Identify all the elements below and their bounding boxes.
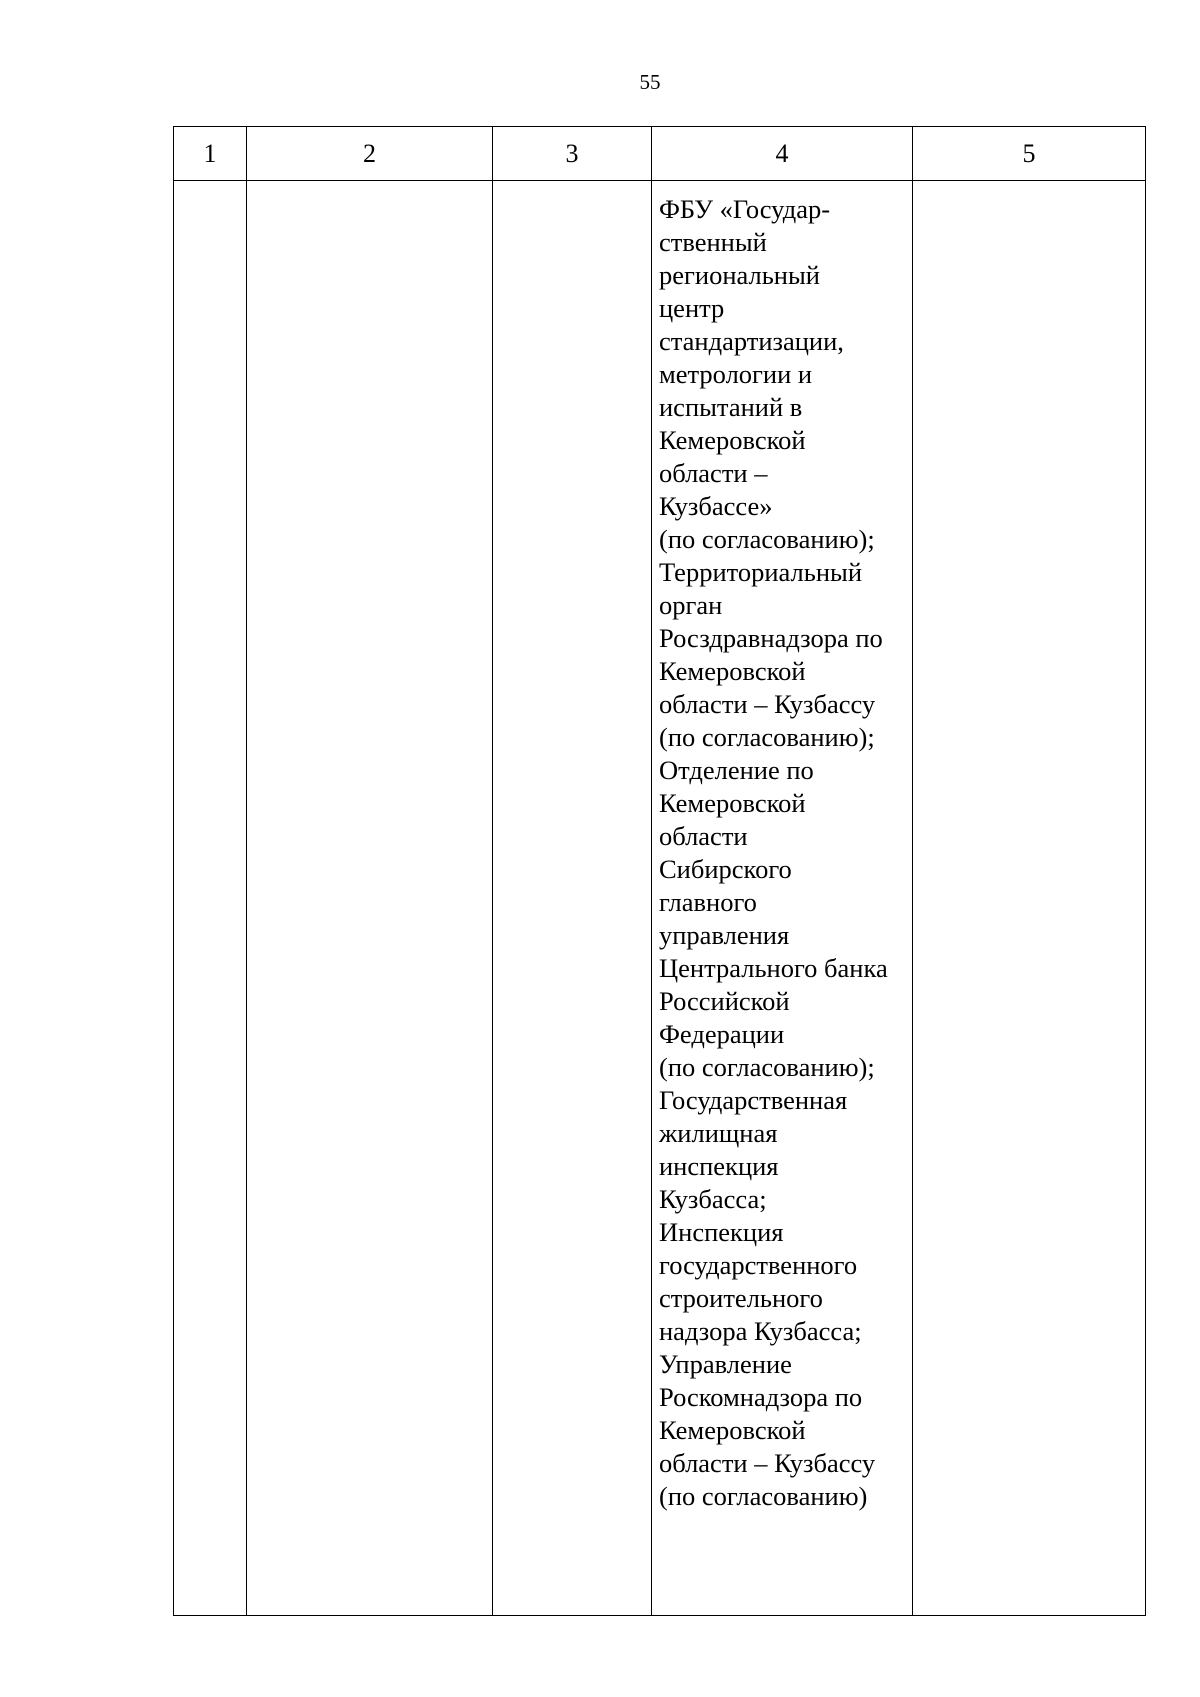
responsible-organizations-text	[652, 181, 912, 1513]
text-line: инспекция	[659, 1151, 779, 1181]
text-line: области – Кузбассу	[659, 1448, 876, 1478]
text-line: Кузбасса;	[659, 1184, 767, 1214]
text-line: Отделение по	[659, 755, 814, 785]
cell-col-4	[652, 181, 913, 1616]
text-line: строительного	[659, 1283, 823, 1313]
text-line: (по согласованию);	[659, 1052, 875, 1082]
header-cell-2: 2	[247, 127, 493, 181]
text-line: региональный	[659, 260, 820, 290]
cell-col-5	[913, 181, 1146, 1616]
text-line: Кемеровской	[659, 1415, 806, 1445]
text-line: ственный	[659, 227, 767, 257]
header-cell-4: 4	[652, 127, 913, 181]
text-line: Инспекция	[659, 1217, 784, 1247]
text-line: Кемеровской	[659, 425, 806, 455]
text-line: ФБУ «Государ-	[659, 194, 831, 224]
text-line: Сибирского	[659, 854, 792, 884]
text-line: жилищная	[659, 1118, 778, 1148]
text-line: орган	[659, 590, 723, 620]
text-line: государственного	[659, 1250, 858, 1280]
text-line: Территориальный	[659, 557, 863, 587]
header-row	[174, 127, 1146, 181]
text-line: испытаний в	[659, 392, 803, 422]
table-row	[174, 181, 1146, 1616]
text-line: Роскомнадзора по	[659, 1382, 863, 1412]
text-line: области	[659, 821, 748, 851]
text-line: метрологии и	[659, 359, 813, 389]
text-line: Федерации	[659, 1019, 785, 1049]
text-line: Кемеровской	[659, 788, 806, 818]
header-cell-5: 5	[913, 127, 1146, 181]
text-line: Росздравнадзора по	[659, 623, 883, 653]
cell-col-3	[493, 181, 652, 1616]
text-line: (по согласованию);	[659, 524, 875, 554]
text-line: Управление	[659, 1349, 792, 1379]
text-line: Кемеровской	[659, 656, 806, 686]
text-line: (по согласованию)	[659, 1481, 868, 1511]
text-line: стандартизации,	[659, 326, 844, 356]
text-line: главного	[659, 887, 757, 917]
cell-col-1	[174, 181, 247, 1616]
text-line: Кузбассе»	[659, 491, 773, 521]
header-cell-1: 1	[174, 127, 247, 181]
document-table	[173, 126, 1146, 1616]
text-line: области – Кузбассу	[659, 689, 876, 719]
page-number: 55	[639, 70, 661, 94]
text-line: центр	[659, 293, 725, 323]
cell-col-2	[247, 181, 493, 1616]
text-line: Государственная	[659, 1085, 848, 1115]
text-line: Центрального банка	[659, 953, 888, 983]
text-line: области –	[659, 458, 768, 488]
text-line: управления	[659, 920, 790, 950]
text-line: Российской	[659, 986, 790, 1016]
header-cell-3: 3	[493, 127, 652, 181]
text-line: надзора Кузбасса;	[659, 1316, 862, 1346]
text-line: (по согласованию);	[659, 722, 875, 752]
